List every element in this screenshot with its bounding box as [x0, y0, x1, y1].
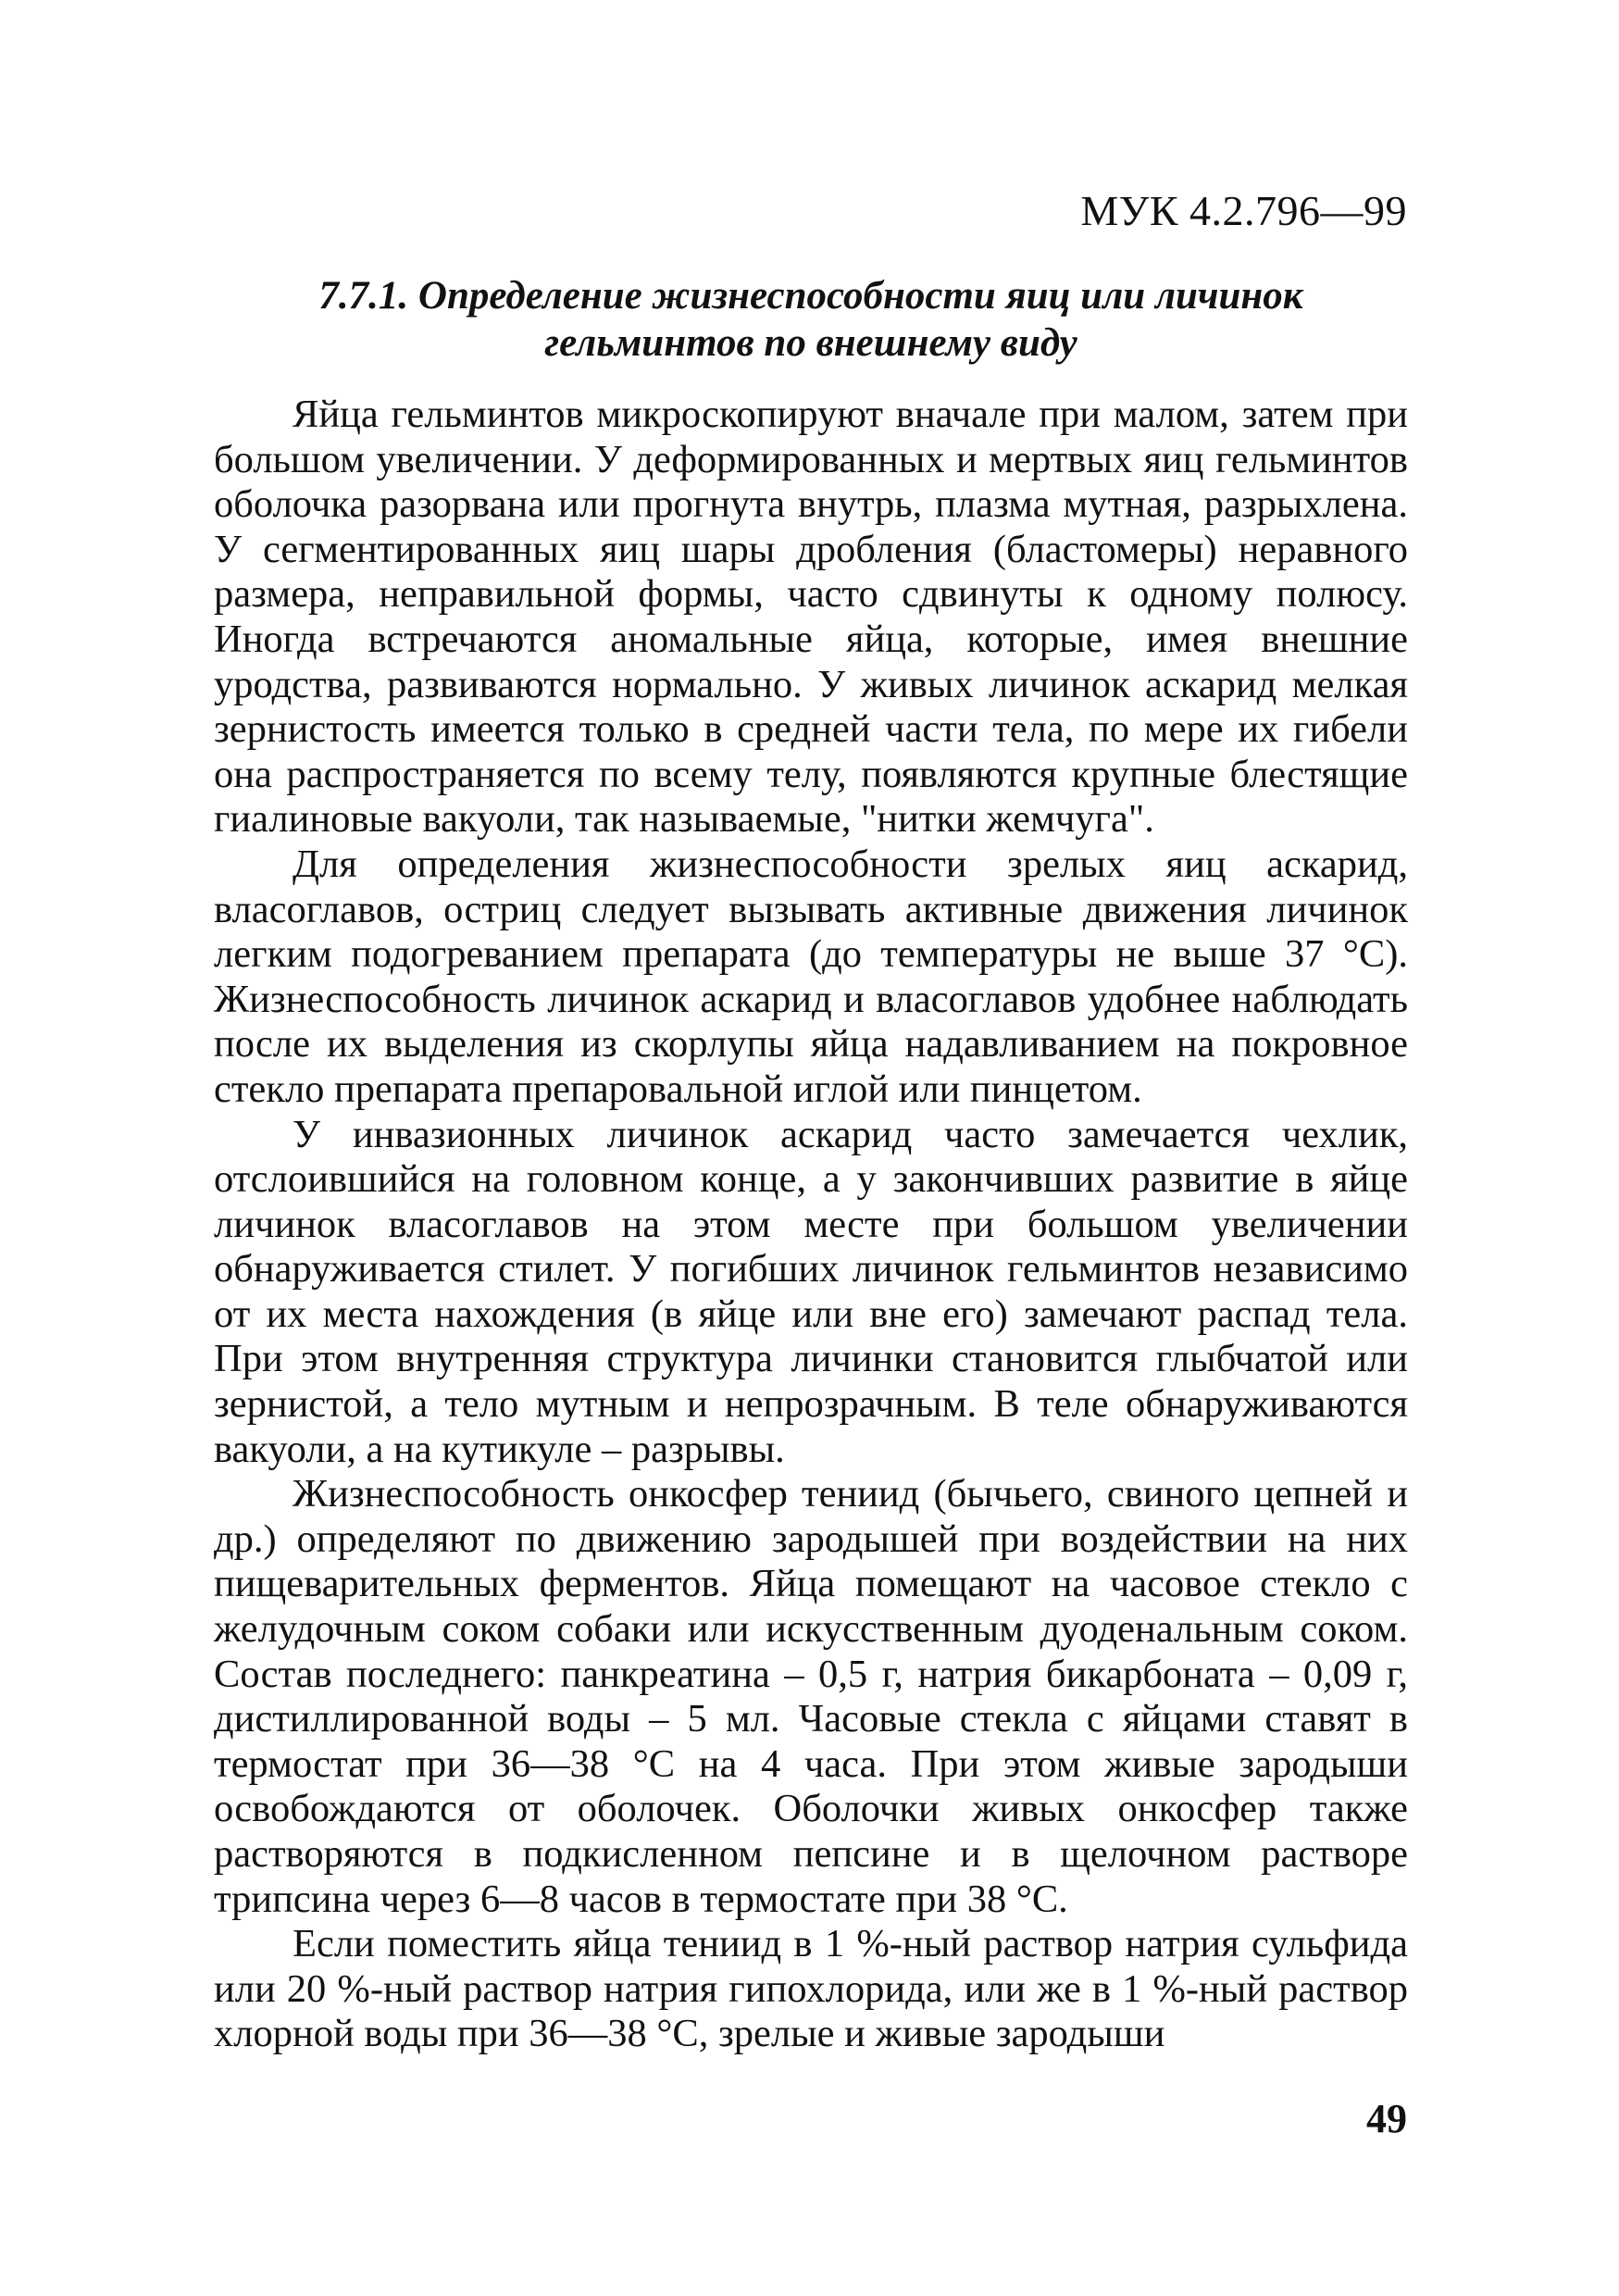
document-code-header: МУК 4.2.796—99	[1080, 187, 1407, 234]
page-number: 49	[1366, 2096, 1407, 2141]
body-text	[214, 393, 1408, 2057]
paragraph-3: У инвазионных личинок аскарид часто замечается чехлик, отслоившийся на головном конце, а у закончивших развитие в яйце личинок власоглавов на этом месте при большом увеличении обнаруживается стилет. У погибших личинок гельминтов независимо от их места нахождения (в яйце или вне его) замечают распад тела. При этом внутренняя структура личинки становится глыбчатой или зернистой, а тело мутным и непрозрачным. В теле обнаруживаются вакуоли, а на кутикуле – разрывы.	[214, 1112, 1408, 1471]
paragraph-4: Жизнеспособность онкосфер тениид (бычьего, свиного цепней и др.) определяют по движению зародышей при воздействии на них пищеварительных ферментов. Яйца помещают на часовое стекло с желудочным соком собаки или искусственным дуоденальным соком. Состав последнего: панкреатина – 0,5 г, натрия бикарбоната – 0,09 г, дистиллированной воды – 5 мл. Часовые стекла с яйцами ставят в термостат при 36—38 °С на 4 часа. При этом живые зародыши освобождаются от оболочек. Оболочки живых онкосфер также растворяются в подкисленном пепсине и в щелочном растворе трипсина через 6—8 часов в термостате при 38 °С.	[214, 1472, 1408, 1921]
paragraph-1: Яйца гельминтов микроскопируют вначале при малом, затем при большом увеличении. У деформированных и мертвых яиц гельминтов оболочка разорвана или прогнута внутрь, плазма мутная, разрыхлена. У сегментированных яиц шары дробления (бластомеры) неравного размера, неправильной формы, часто сдвинуты к одному полюсу. Иногда встречаются аномальные яйца, которые, имея внешние уродства, развиваются нормально. У живых личинок аскарид мелкая зернистость имеется только в средней части тела, по мере их гибели она распространяется по всему телу, появляются крупные блестящие гиалиновые вакуоли, так называемые, "нитки жемчуга".	[214, 393, 1408, 842]
paragraph-2: Для определения жизнеспособности зрелых яиц аскарид, власоглавов, остриц следует вызывать активные движения личинок легким подогреванием препарата (до температуры не выше 37 °С). Жизнеспособность личинок аскарид и власоглавов удобнее наблюдать после их выделения из скорлупы яйца надавливанием на покровное стекло препарата препаровальной иглой или пинцетом.	[214, 842, 1408, 1111]
section-title: 7.7.1. Определение жизнеспособности яиц или личинок гельминтов по внешнему виду	[318, 274, 1303, 365]
paragraph-5: Если поместить яйца тениид в 1 %-ный раствор натрия сульфида или 20 %-ный раствор натрия гипохлорида, или же в 1 %-ный раствор хлорной воды при 36—38 °С, зрелые и живые зародыши	[214, 1922, 1408, 2056]
